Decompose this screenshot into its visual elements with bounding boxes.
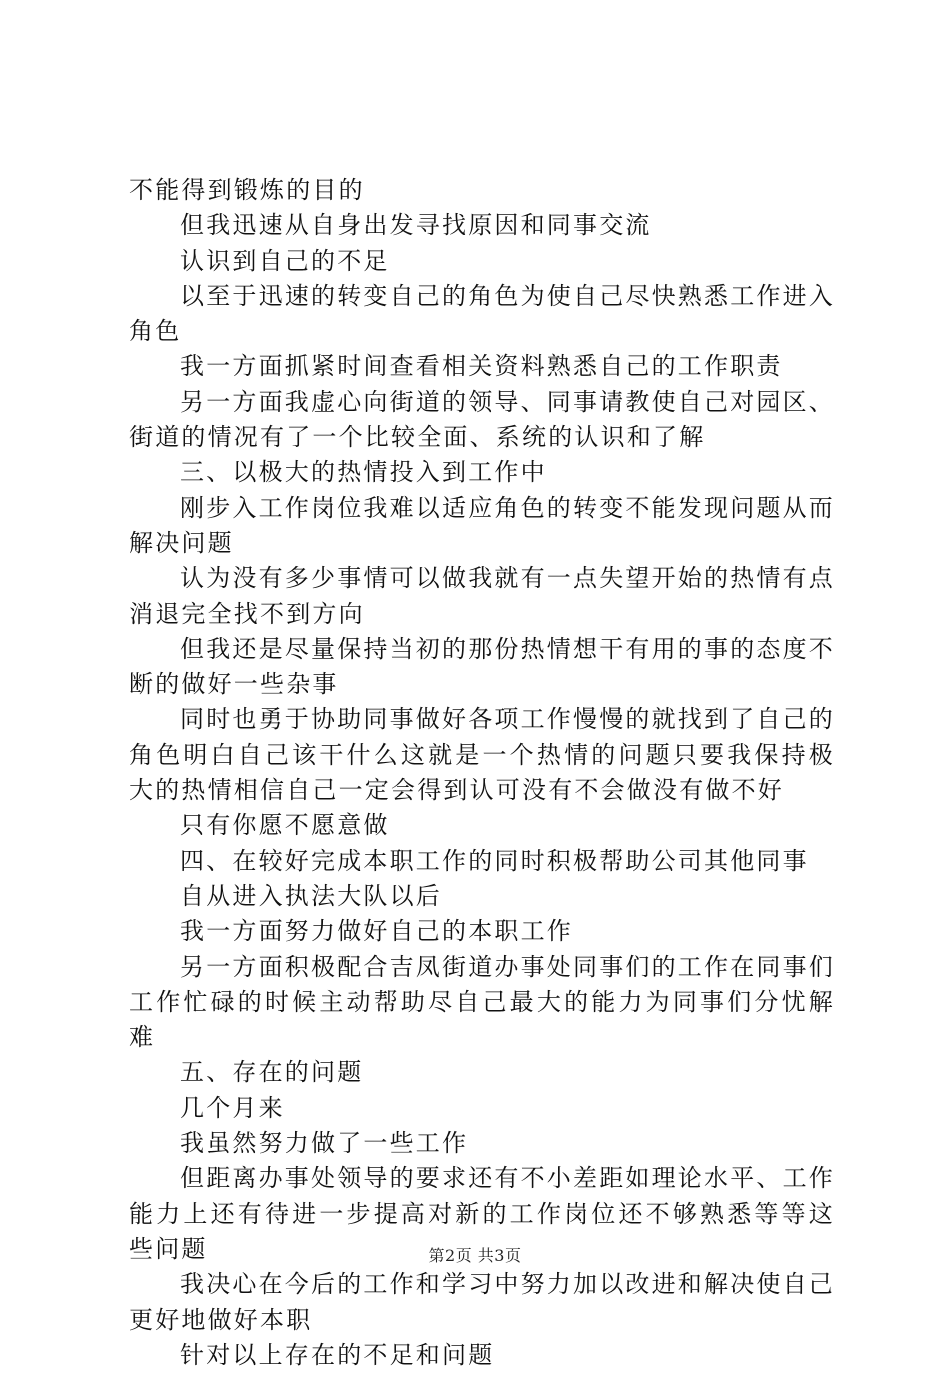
paragraph: 另一方面积极配合吉凤街道办事处同事们的工作在同事们工作忙碌的时候主动帮助尽自己最大的能力为同事们分忧解难 (129, 952, 835, 1052)
paragraph: 另一方面我虚心向街道的领导、同事请教使自己对园区、街道的情况有了一个比较全面、系统的认识和了解 (129, 387, 835, 452)
paragraph: 以至于迅速的转变自己的角色为使自己尽快熟悉工作进入角色 (129, 281, 835, 346)
paragraph: 我虽然努力做了一些工作 (180, 1129, 469, 1158)
paragraph: 认为没有多少事情可以做我就有一点失望开始的热情有点消退完全找不到方向 (129, 564, 835, 628)
paragraph: 但我迅速从自身出发寻找原因和同事交流 (180, 211, 652, 240)
paragraph: 我一方面努力做好自己的本职工作 (180, 917, 573, 946)
section-heading: 四、在较好完成本职工作的同时积极帮助公司其他同事 (180, 846, 809, 875)
paragraph: 但我还是尽量保持当初的那份热情想干有用的事的态度不断的做好一些杂事 (129, 634, 835, 699)
paragraph: 不能得到锻炼的目的 (129, 176, 365, 204)
section-heading: 三、以极大的热情投入到工作中 (180, 458, 547, 487)
paragraph: 自从进入执法大队以后 (180, 881, 442, 910)
section-heading: 五、存在的问题 (180, 1058, 364, 1087)
page-number-footer: 第2页 共3页 (428, 1246, 522, 1265)
paragraph: 只有你愿不愿意做 (180, 811, 390, 840)
paragraph: 认识到自己的不足 (180, 246, 390, 275)
paragraph: 我决心在今后的工作和学习中努力加以改进和解决使自己更好地做好本职 (129, 1270, 835, 1334)
paragraph: 刚步入工作岗位我难以适应角色的转变不能发现问题从而解决问题 (129, 493, 835, 557)
paragraph: 但距离办事处领导的要求还有不小差距如理论水平、工作能力上还有待进一步提高对新的工作岗位还不够熟悉等等这些问题 (129, 1164, 835, 1263)
paragraph: 针对以上存在的不足和问题 (180, 1340, 495, 1369)
paragraph: 几个月来 (180, 1093, 285, 1122)
document-body (129, 173, 835, 1373)
paragraph: 我一方面抓紧时间查看相关资料熟悉自己的工作职责 (180, 352, 783, 381)
paragraph: 同时也勇于协助同事做好各项工作慢慢的就找到了自己的角色明白自己该干什么这就是一个热情的问题只要我保持极大的热情相信自己一定会得到认可没有不会做没有做不好 (129, 705, 835, 805)
